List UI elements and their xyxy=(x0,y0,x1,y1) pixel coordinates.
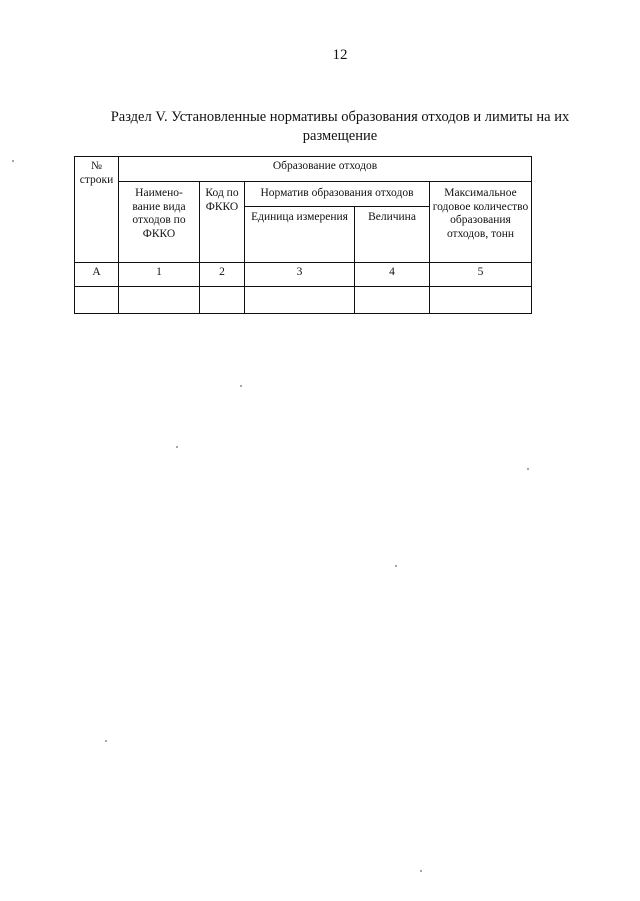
table-row xyxy=(75,287,532,314)
header-fkko-code: Код по ФККО xyxy=(200,182,245,263)
scan-speck xyxy=(527,468,529,470)
header-waste-formation: Образование отходов xyxy=(119,157,532,182)
table-cell xyxy=(119,287,200,314)
scan-speck xyxy=(420,870,422,872)
page-number: 12 xyxy=(332,47,348,63)
numbering-cell: 5 xyxy=(430,263,532,287)
table-cell xyxy=(430,287,532,314)
numbering-cell: 2 xyxy=(200,263,245,287)
numbering-cell: 1 xyxy=(119,263,200,287)
header-max-annual: Максимальное годовое количество образования отходов, тонн xyxy=(430,182,532,263)
header-unit: Единица измерения xyxy=(245,207,355,263)
table-cell xyxy=(75,287,119,314)
table-cell xyxy=(245,287,355,314)
scan-speck xyxy=(176,446,178,448)
waste-norms-table xyxy=(74,156,532,314)
header-waste-name: Наимено- вание вида отходов по ФККО xyxy=(119,182,200,263)
scan-speck xyxy=(105,740,107,742)
header-row-2 xyxy=(75,182,532,207)
header-value: Величина xyxy=(355,207,430,263)
section-title xyxy=(95,108,585,146)
scan-speck xyxy=(12,160,14,162)
header-norm: Норматив образования отходов xyxy=(245,182,430,207)
section-title-line-2: размещение xyxy=(302,128,378,144)
table-cell xyxy=(355,287,430,314)
numbering-cell: А xyxy=(75,263,119,287)
table-cell xyxy=(200,287,245,314)
header-row-1 xyxy=(75,157,532,182)
header-row-number: № строки xyxy=(75,157,119,263)
numbering-row xyxy=(75,263,532,287)
numbering-cell: 4 xyxy=(355,263,430,287)
numbering-cell: 3 xyxy=(245,263,355,287)
scan-speck xyxy=(240,385,242,387)
section-title-line-1: Раздел V. Установленные нормативы образования отходов и лимиты на их xyxy=(110,109,570,125)
scan-speck xyxy=(395,565,397,567)
